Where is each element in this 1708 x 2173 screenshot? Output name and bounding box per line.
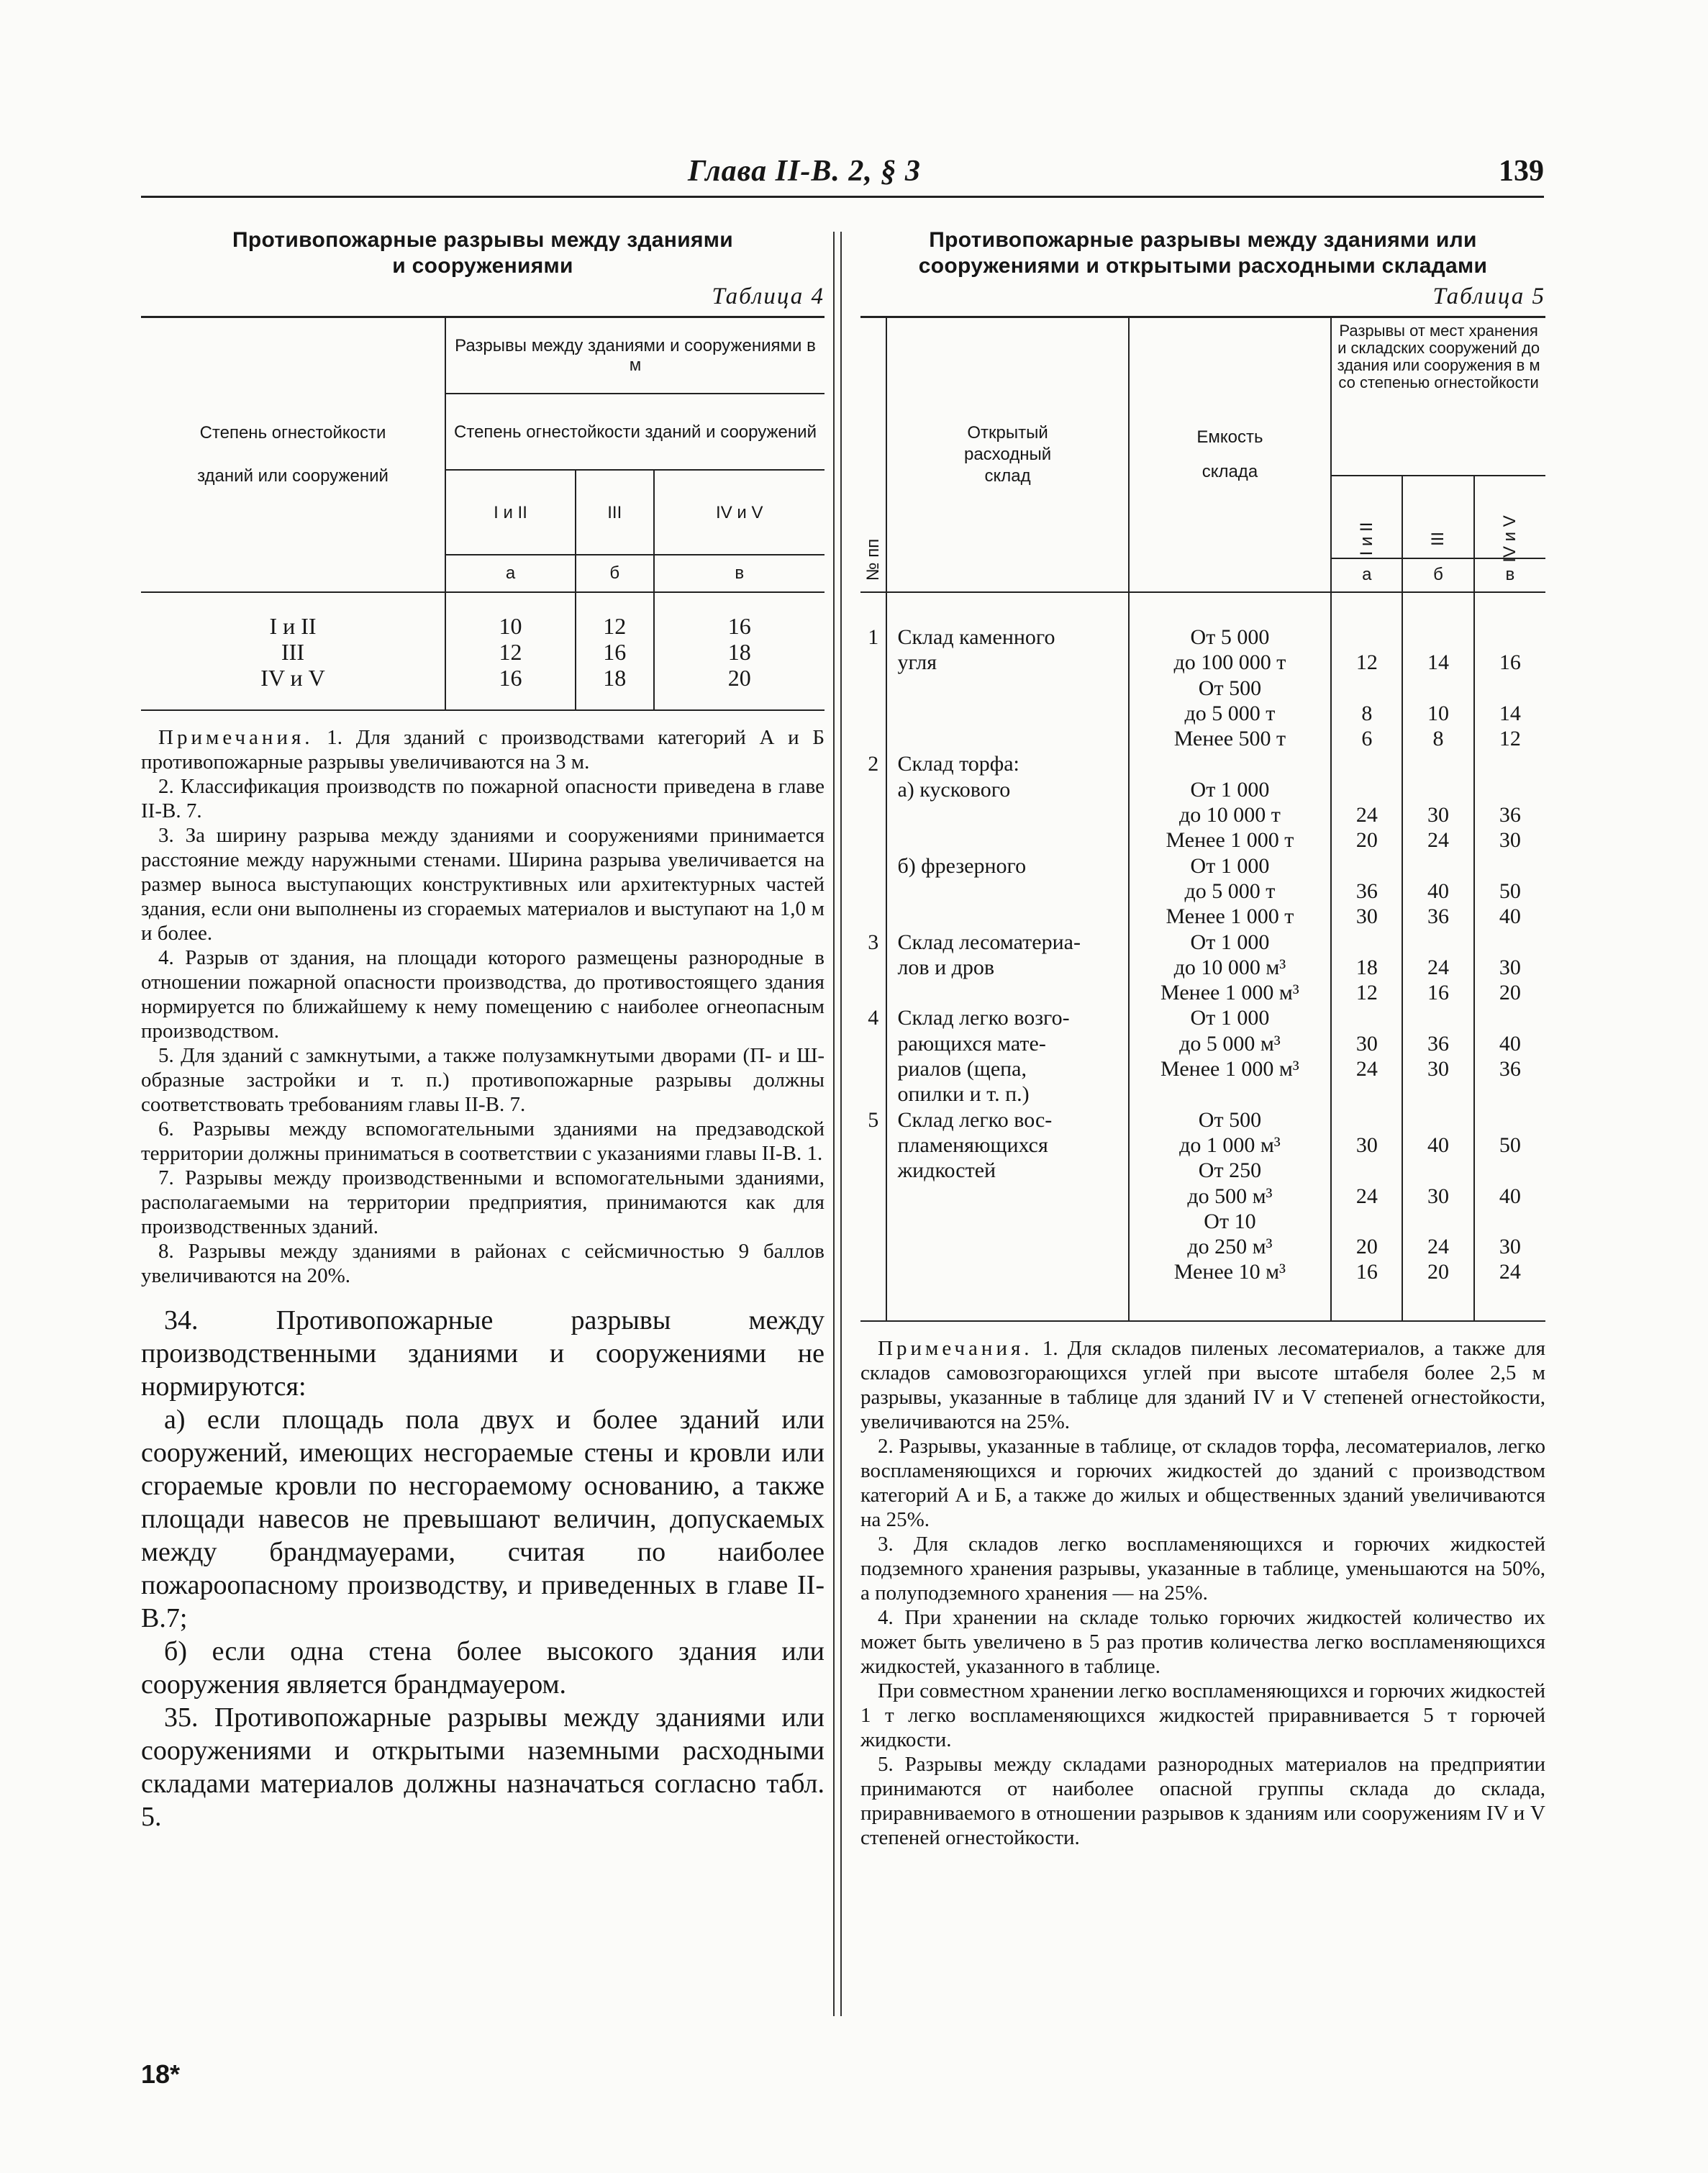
table5-row-number <box>860 1209 886 1234</box>
table5-row-number: 1 <box>868 625 879 649</box>
table4-subgroup-header: Степень огнестойкости зданий и сооружений <box>445 394 825 470</box>
table5-value-c: 36 <box>1499 1057 1521 1081</box>
table5-value-b <box>1403 853 1473 879</box>
table5-value-c: 40 <box>1499 1031 1521 1056</box>
table5-capacity: Менее 1 000 м³ <box>1160 1057 1299 1081</box>
table5-capacity: От 1 000 <box>1190 853 1270 878</box>
table5-value-a: 24 <box>1355 1057 1378 1081</box>
table5-warehouse-name <box>897 1259 1123 1284</box>
table5-row-number <box>860 1133 886 1158</box>
table5-value-b <box>1403 1209 1473 1234</box>
table5-value-c <box>1475 930 1545 955</box>
table5-warehouse-name: Склад легко возго- <box>897 1006 1070 1030</box>
table5-capacity <box>1130 1081 1331 1107</box>
table5-capacity: до 1 000 м³ <box>1179 1133 1281 1157</box>
table5-row-number: 3 <box>868 930 879 954</box>
table5-warehouse-name <box>897 676 1123 701</box>
table5-row-number <box>860 1234 886 1259</box>
body-text <box>141 1304 825 1833</box>
table5-warehouse-name <box>897 827 1123 853</box>
table5-col-b-values <box>1402 592 1473 1321</box>
table5-capacity: От 500 <box>1198 1107 1262 1132</box>
table5-value-a <box>1332 751 1402 776</box>
table4-col-iv-v: IV и V <box>654 470 825 555</box>
note-item: 6. Разрывы между вспомогательными зданиями на предзаводской территории должны приниматься в соответствии с указаниями главы II-В. 1. <box>141 1117 825 1165</box>
table5-warehouse-name: угля <box>897 650 937 675</box>
table5-value-a <box>1332 1081 1402 1107</box>
table5-value-c <box>1475 777 1545 802</box>
table5-value-b: 20 <box>1427 1260 1450 1284</box>
table5-value-b <box>1403 1005 1473 1030</box>
table5-capacity: Менее 1 000 м³ <box>1160 981 1299 1005</box>
table5-row-number <box>860 853 886 879</box>
table5-value-b: 36 <box>1427 1031 1450 1056</box>
table5-warehouse-name <box>897 726 1123 751</box>
table5-num-col <box>860 592 886 1321</box>
table5-capacity: Менее 1 000 т <box>1166 828 1294 853</box>
table5-value-a <box>1332 1285 1402 1310</box>
table5-value-c: 30 <box>1499 955 1521 979</box>
table5-row-number <box>860 1056 886 1081</box>
table4-title: Противопожарные разрывы между зданиями и сооружениями <box>232 228 733 278</box>
note-item: 2. Разрывы, указанные в таблице, от складов торфа, лесоматериалов, легко воспламеняющихся и горючих жидкостей до зданий с производством категорий А и Б, а также до жилых и общественных зданий увеличиваются на 25%. <box>860 1435 1545 1532</box>
table5-value-c <box>1475 676 1545 701</box>
table4-notes <box>141 725 825 1288</box>
page-number: 139 <box>1499 155 1544 188</box>
table5-value-b <box>1403 777 1473 802</box>
table5-row-number: 2 <box>868 752 879 776</box>
note-item: 7. Разрывы между производственными и вспомогательными зданиями, располагаемыми на территории предприятия, принимаются как для производственных зданий. <box>141 1166 825 1238</box>
table4-letter-a: а <box>445 555 576 592</box>
table5-capacity <box>1130 751 1331 776</box>
table5-row-number <box>860 676 886 701</box>
table5-value-c: 30 <box>1499 1235 1521 1259</box>
table5-warehouse-name <box>897 701 1123 726</box>
table4 <box>141 316 825 711</box>
table5-value-b <box>1403 1285 1473 1310</box>
note-item: Примечания. 1. Для складов пиленых лесоматериалов, а также для складов самовозгорающихся углей при высоте штабеля более 2,5 м разрывы, указанные в таблице для зданий IV и V степеней огнестойкости, увеличиваются на 25%. <box>860 1337 1545 1434</box>
table5-value-c: 36 <box>1499 803 1521 827</box>
table5-value-a: 30 <box>1355 1133 1378 1157</box>
table5-warehouse-name: Склад каменного <box>897 625 1055 649</box>
table5-value-a: 30 <box>1355 904 1378 929</box>
table5-warehouse-name: риалов (щепа, <box>897 1057 1027 1081</box>
table5-warehouse-name: б) фрезерного <box>897 853 1027 878</box>
note-item: 4. Разрыв от здания, на площади которого размещены разнородные в отношении пожарной опасности производства, до противостоящего здания нормируется по ближайшему к нему помещению с наиболее огнеопасным производством. <box>141 946 825 1043</box>
table5-row-number <box>860 1158 886 1183</box>
table5-capacity-header: Емкость склада <box>1129 317 1332 593</box>
table4-col-b-values: 12 16 18 <box>576 592 653 710</box>
table5-capacity: до 10 000 т <box>1179 803 1281 827</box>
table5-capacity: до 10 000 м³ <box>1173 955 1286 979</box>
table5-row-number <box>860 1081 886 1107</box>
table5-row-number <box>860 827 886 853</box>
table5-notes <box>860 1336 1545 1850</box>
table5-value-b: 36 <box>1427 904 1450 929</box>
table5-capacity: Менее 10 м³ <box>1173 1260 1286 1284</box>
table5-value-a <box>1332 1209 1402 1234</box>
note-item: 2. Классификация производств по пожарной опасности приведена в главе II-В. 7. <box>141 775 825 822</box>
table5-capacity: От 500 <box>1198 676 1262 700</box>
table5-value-c: 12 <box>1499 727 1521 751</box>
table5-warehouse-name: опилки и т. п.) <box>897 1082 1030 1107</box>
table5-value-c <box>1475 1005 1545 1030</box>
table5-capacity: до 5 000 т <box>1184 701 1276 725</box>
note-item: 8. Разрывы между зданиями в районах с сейсмичностью 9 баллов увеличиваются на 20%. <box>141 1240 825 1287</box>
table5-value-b: 8 <box>1432 727 1444 751</box>
table5-row-number <box>860 802 886 827</box>
note-item: 5. Разрывы между складами разнородных материалов на предприятии принимаются от наиболее опасной группы склада до склада, приравниваемого в отношении разрывов к зданиям или сооружениям IV и V степеней огнестойкости. <box>860 1753 1545 1850</box>
table5-value-c <box>1475 751 1545 776</box>
table5-value-a: 24 <box>1355 1184 1378 1208</box>
table5-value-b: 14 <box>1427 650 1450 675</box>
table5-capacity: до 250 м³ <box>1187 1235 1273 1259</box>
table5-value-b <box>1403 751 1473 776</box>
note-item: 5. Для зданий с замкнутыми, а также полузамкнутыми дворами (П- и Ш-образные застройки и т. п.) противопожарные разрывы должны соответствовать требованиям главы II-В. 7. <box>141 1044 825 1116</box>
table5-letter-a: а <box>1331 558 1402 592</box>
note-item: При совместном хранении легко воспламеняющихся и горючих жидкостей 1 т легко воспламеняющихся жидкостей приравнивается 5 т горючей жидкости. <box>860 1679 1545 1752</box>
table5-letter-c: в <box>1505 565 1515 585</box>
table4-col-iii: III <box>576 470 653 555</box>
table5-capacity: От 1 000 <box>1190 1006 1270 1030</box>
table5-warehouse-name: Склад легко вос- <box>897 1107 1053 1132</box>
table5-value-c: 30 <box>1499 828 1521 853</box>
table4-col-c-values: 16 18 20 <box>654 592 825 710</box>
table5 <box>860 316 1545 1322</box>
table5-col-iii: III <box>1402 476 1473 558</box>
table5-name-header: Открытый расходный склад <box>886 317 1128 593</box>
table5-value-b: 24 <box>1427 828 1450 853</box>
table5-row-number: 4 <box>868 1006 879 1030</box>
table5-row-number <box>860 879 886 904</box>
table5-row-number <box>860 777 886 802</box>
table5-warehouse-name <box>897 980 1123 1005</box>
table5-warehouse-name: лов и дров <box>897 955 995 979</box>
table5-value-b <box>1403 1081 1473 1107</box>
table5-value-c: 40 <box>1499 904 1521 929</box>
table4-row-header: Степень огнестойкости зданий или сооружений <box>141 317 445 593</box>
table5-warehouse-name <box>897 1285 1123 1310</box>
table5-value-c <box>1475 1285 1545 1310</box>
table5-value-c: 14 <box>1499 701 1521 725</box>
table5-value-b <box>1403 676 1473 701</box>
running-title: Глава II-В. 2, § 3 <box>688 155 921 188</box>
table5-value-a <box>1332 1005 1402 1030</box>
table5-warehouse-name <box>897 904 1123 929</box>
table5-value-b: 40 <box>1427 879 1450 903</box>
table5-row-number <box>860 726 886 751</box>
table4-col-i-ii: I и II <box>445 470 576 555</box>
table5-warehouse-name <box>897 1209 1123 1234</box>
table5-value-b: 40 <box>1427 1133 1450 1157</box>
table5-value-c: 50 <box>1499 1133 1521 1157</box>
table5-value-c: 16 <box>1499 650 1521 675</box>
table5-value-b: 16 <box>1427 981 1450 1005</box>
table5-capacity: От 5 000 <box>1190 625 1270 649</box>
table5-value-b: 24 <box>1427 955 1450 979</box>
table5-capacity-col <box>1129 592 1332 1321</box>
table4-letter-c: в <box>654 555 825 592</box>
table5-row-number <box>860 904 886 929</box>
table5-value-a: 20 <box>1355 828 1378 853</box>
paragraph-34b: б) если одна стена более высокого здания или сооружения является брандмауером. <box>141 1636 825 1700</box>
table5-value-a <box>1332 1158 1402 1183</box>
table5-value-b <box>1403 1107 1473 1133</box>
table5-capacity: до 500 м³ <box>1187 1184 1273 1208</box>
table5-row-number <box>860 701 886 726</box>
table5-value-b: 30 <box>1427 1057 1450 1081</box>
table5-col-iv-v: IV и V <box>1474 476 1545 558</box>
table4-letter-b: б <box>576 555 653 592</box>
left-column <box>141 227 825 1833</box>
table4-row-labels: I и II III IV и V <box>141 592 445 710</box>
table5-name-col <box>886 592 1128 1321</box>
table5-value-c <box>1475 1081 1545 1107</box>
table5-value-c <box>1475 625 1545 650</box>
paragraph-34a: а) если площадь пола двух и более зданий или сооружений, имеющих несгораемые стены и кровли или сгораемые кровли по несгораемому основанию, а также площади навесов не превышают величин, допускаемых между брандмауерами, считая по наиболее пожароопасному производству, и приведенных в главе II-В.7; <box>141 1405 825 1633</box>
table5-value-c: 20 <box>1499 981 1521 1005</box>
table5-value-b <box>1403 625 1473 650</box>
table5-value-c <box>1475 1107 1545 1133</box>
table5-capacity: От 250 <box>1198 1158 1262 1183</box>
table5-value-c <box>1475 1158 1545 1183</box>
table5-col-c-values <box>1474 592 1545 1321</box>
table5-letter-b: б <box>1402 558 1473 592</box>
table4-col-a-values: 10 12 16 <box>445 592 576 710</box>
table5-value-a: 8 <box>1361 701 1373 725</box>
table5-value-b: 10 <box>1427 701 1450 725</box>
table5-row-number <box>860 1031 886 1056</box>
table5-warehouse-name <box>897 1184 1123 1209</box>
table5-value-a <box>1332 1107 1402 1133</box>
table5-value-a <box>1332 625 1402 650</box>
column-divider <box>833 232 842 2016</box>
note-item: Примечания. 1. Для зданий с производствами категорий А и Б противопожарные разрывы увеличиваются на 3 м. <box>141 726 825 774</box>
table5-row-number <box>860 955 886 980</box>
table5-warehouse-name <box>897 879 1123 904</box>
table5-warehouse-name: а) кускового <box>897 777 1011 802</box>
table5-num-header: № пп <box>860 317 886 593</box>
table5-value-a: 30 <box>1355 1031 1378 1056</box>
table5-capacity: От 1 000 <box>1190 930 1270 954</box>
table5-warehouse-name <box>897 802 1123 827</box>
table5-warehouse-name: Склад лесоматериа- <box>897 930 1081 954</box>
table5-value-a: 36 <box>1355 879 1378 903</box>
table5-col-a-values <box>1331 592 1402 1321</box>
table5-capacity <box>1130 1285 1331 1310</box>
table5-row-number <box>860 980 886 1005</box>
table5-label: Таблица 5 <box>1432 283 1545 309</box>
table4-label: Таблица 4 <box>712 283 825 309</box>
table5-value-c: 24 <box>1499 1260 1521 1284</box>
paragraph-35: 35. Противопожарные разрывы между зданиями или сооружениями и открытыми наземными расходными складами материалов должны назначаться согласно табл. 5. <box>141 1702 825 1832</box>
table5-value-a <box>1332 853 1402 879</box>
note-item: 3. Для складов легко воспламеняющихся и горючих жидкостей подземного хранения разрывы, указанные в таблице, уменьшаются на 50%, а полуподземного хранения — на 25%. <box>860 1533 1545 1605</box>
table5-value-a <box>1332 930 1402 955</box>
table5-capacity: От 10 <box>1204 1209 1256 1233</box>
table5-value-a: 18 <box>1355 955 1378 979</box>
table5-row-number <box>860 1285 886 1310</box>
table5-warehouse-name: рающихся мате- <box>897 1031 1046 1056</box>
table5-value-a: 12 <box>1355 981 1378 1005</box>
table5-value-c: 50 <box>1499 879 1521 903</box>
table5-warehouse-name <box>897 1234 1123 1259</box>
table5-value-c: 40 <box>1499 1184 1521 1208</box>
note-item: 4. При хранении на складе только горючих жидкостей количество их может быть увеличено в 5 раз против количества легко воспламеняющихся жидкостей, указанного в таблице. <box>860 1606 1545 1679</box>
table5-value-b: 30 <box>1427 803 1450 827</box>
table4-group-header: Разрывы между зданиями и сооружениями в м <box>445 317 825 394</box>
paragraph-34: 34. Противопожарные разрывы между производственными зданиями и сооружениями не нормируются: <box>141 1305 825 1402</box>
table5-capacity: до 100 000 т <box>1173 650 1286 675</box>
table5-col-i-ii: I и II <box>1331 476 1402 558</box>
table5-value-a: 6 <box>1361 727 1373 751</box>
table5-value-a: 24 <box>1355 803 1378 827</box>
running-header <box>141 153 1544 198</box>
table5-capacity: до 5 000 м³ <box>1179 1031 1281 1056</box>
table5-value-c <box>1475 1209 1545 1234</box>
table5-title: Противопожарные разрывы между зданиями или сооружениями и открытыми расходными складами <box>918 228 1488 278</box>
table5-row-number <box>860 1259 886 1284</box>
table5-group-header: Разрывы от мест хранения и складских сооружений до здания или сооружения в м со степенью огнестойкости <box>1331 317 1545 476</box>
table5-value-b: 24 <box>1427 1235 1450 1259</box>
table5-warehouse-name: жидкостей <box>897 1158 996 1183</box>
table5-row-number <box>860 650 886 675</box>
table5-value-a: 20 <box>1355 1235 1378 1259</box>
table5-value-b <box>1403 1158 1473 1183</box>
table5-warehouse-name: Склад торфа: <box>897 752 1019 776</box>
note-item: 3. За ширину разрыва между зданиями и сооружениями принимается расстояние между наружными стенами. Ширина разрыва увеличивается на размер выноса выступающих конструктивных или архитектурных частей здания, если они выполнены из сгораемых материалов и выступают на 1,0 м и более. <box>141 824 825 945</box>
table5-capacity: От 1 000 <box>1190 777 1270 802</box>
table5-capacity: до 5 000 т <box>1184 879 1276 903</box>
table5-capacity: Менее 1 000 т <box>1166 904 1294 929</box>
table5-value-b <box>1403 930 1473 955</box>
table5-value-b: 30 <box>1427 1184 1450 1208</box>
table5-warehouse-name: пламеняющихся <box>897 1133 1048 1157</box>
table5-value-a <box>1332 676 1402 701</box>
table5-capacity: Менее 500 т <box>1173 727 1286 751</box>
table5-row-number: 5 <box>868 1107 879 1132</box>
table5-value-a <box>1332 777 1402 802</box>
right-column <box>860 227 1545 1850</box>
table5-row-number <box>860 1184 886 1209</box>
signature-mark: 18* <box>141 2059 181 2089</box>
table5-value-a: 12 <box>1355 650 1378 675</box>
table5-value-a: 16 <box>1355 1260 1378 1284</box>
table5-value-c <box>1475 853 1545 879</box>
